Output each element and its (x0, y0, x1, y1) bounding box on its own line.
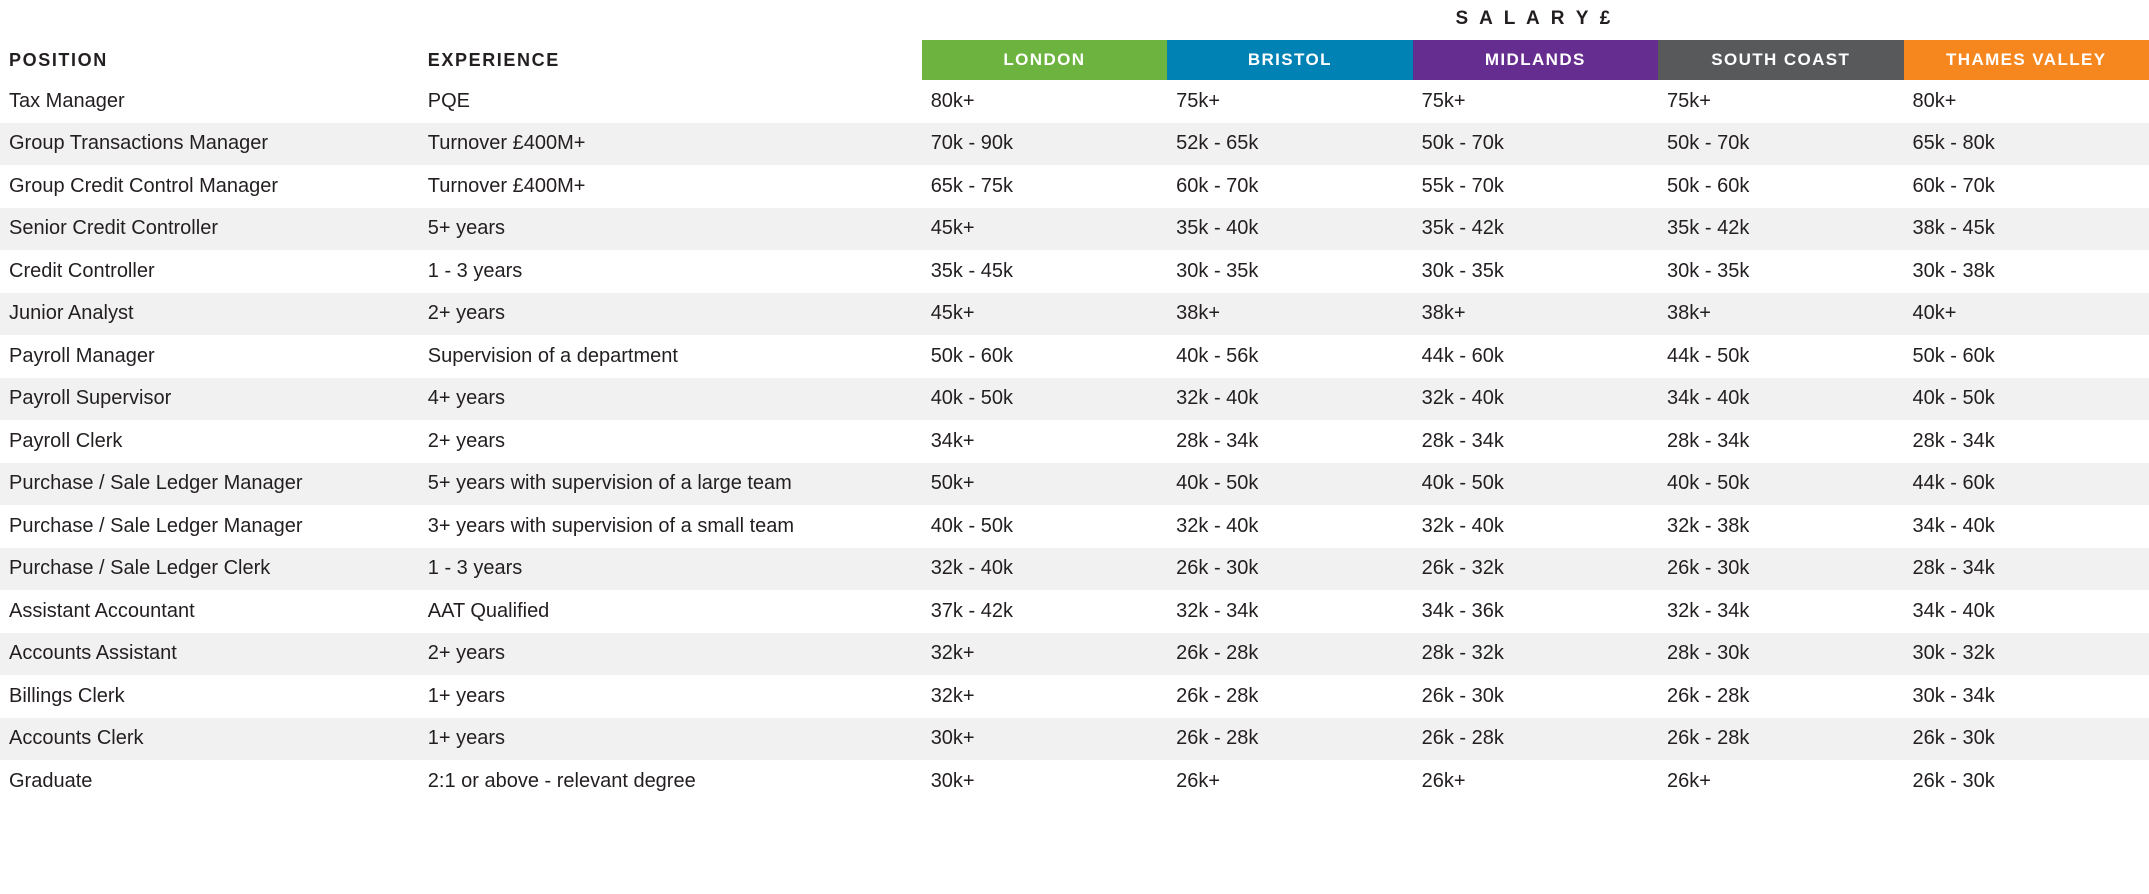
cell-salary: 52k - 65k (1167, 123, 1412, 166)
cell-position: Junior Analyst (0, 293, 419, 336)
cell-salary: 35k - 42k (1658, 208, 1903, 251)
cell-salary: 30k - 35k (1421, 259, 1504, 282)
cell-salary: 35k - 40k (1167, 208, 1412, 251)
cell-salary: 34k - 36k (1421, 599, 1504, 622)
cell-experience: Turnover £400M+ (419, 123, 922, 166)
table-row (0, 293, 2149, 336)
cell-salary: 80k+ (930, 89, 975, 112)
cell-position: Billings Clerk (9, 684, 125, 707)
cell-experience: 3+ years with supervision of a small team (427, 514, 795, 537)
cell-salary: 30k - 34k (1912, 684, 1995, 707)
cell-salary: 34k - 40k (1912, 599, 1995, 622)
cell-salary: 40k - 50k (1904, 378, 2149, 421)
cell-salary: 34k - 40k (1912, 514, 1995, 537)
cell-position: Purchase / Sale Ledger Manager (9, 514, 303, 537)
cell-position: Purchase / Sale Ledger Manager (0, 463, 419, 506)
cell-salary: 26k - 30k (1912, 769, 1995, 792)
cell-experience: 2+ years (419, 633, 922, 676)
cell-salary: 38k+ (1658, 293, 1903, 336)
cell-position: Credit Controller (9, 259, 155, 282)
cell-position: Group Credit Control Manager (9, 174, 279, 197)
cell-position: Payroll Clerk (9, 429, 123, 452)
cell-salary: 40k - 50k (930, 514, 1013, 537)
cell-salary: 28k - 34k (1421, 429, 1504, 452)
table-row (0, 675, 2149, 718)
cell-salary: 75k+ (1421, 89, 1466, 112)
cell-salary: 32k+ (922, 633, 1167, 676)
cell-salary: 32k - 34k (1667, 599, 1750, 622)
cell-salary: 32k - 40k (1176, 514, 1259, 537)
cell-salary: 28k - 34k (1667, 429, 1750, 452)
column-header-position: POSITION (9, 49, 108, 70)
cell-salary: 45k+ (922, 293, 1167, 336)
cell-experience: 1+ years (427, 684, 506, 707)
cell-salary: 26k+ (1667, 769, 1711, 792)
cell-salary: 40k+ (1904, 293, 2149, 336)
cell-salary: 44k - 60k (1904, 463, 2149, 506)
table-body (0, 80, 2149, 803)
cell-salary: 32k+ (930, 684, 975, 707)
cell-salary: 30k+ (930, 769, 975, 792)
cell-salary: 34k+ (930, 429, 975, 452)
cell-salary: 32k - 40k (1421, 514, 1504, 537)
cell-salary: 28k - 34k (1912, 429, 1995, 452)
cell-position: Graduate (9, 769, 93, 792)
cell-salary: 28k - 30k (1658, 633, 1903, 676)
header-row (0, 40, 2149, 80)
table-row (0, 718, 2149, 761)
cell-salary: 35k - 45k (930, 259, 1013, 282)
cell-salary: 45k+ (922, 208, 1167, 251)
cell-salary: 38k+ (1167, 293, 1412, 336)
cell-salary: 70k - 90k (922, 123, 1167, 166)
cell-position: Accounts Clerk (0, 718, 419, 761)
table-row (0, 760, 2149, 803)
cell-salary: 32k - 38k (1667, 514, 1750, 537)
cell-salary: 60k - 70k (1912, 174, 1995, 197)
cell-position: Senior Credit Controller (0, 208, 419, 251)
cell-salary: 44k - 50k (1667, 344, 1750, 367)
column-header-bristol: BRISTOL (1167, 40, 1412, 80)
cell-salary: 26k - 30k (1167, 548, 1412, 591)
cell-experience: Turnover £400M+ (427, 174, 586, 197)
table-row (0, 505, 2149, 548)
cell-salary: 30k - 38k (1912, 259, 1995, 282)
table-row (0, 165, 2149, 208)
table-row (0, 633, 2149, 676)
cell-salary: 30k - 32k (1904, 633, 2149, 676)
cell-salary: 26k - 32k (1413, 548, 1658, 591)
cell-position: Payroll Supervisor (0, 378, 419, 421)
cell-position: Assistant Accountant (9, 599, 195, 622)
cell-salary: 32k - 40k (1167, 378, 1412, 421)
table-row (0, 208, 2149, 251)
table-row (0, 378, 2149, 421)
column-header-thames-valley: THAMES VALLEY (1904, 40, 2149, 80)
cell-salary: 40k - 50k (1413, 463, 1658, 506)
cell-salary: 30k - 35k (1667, 259, 1750, 282)
cell-position: Payroll Manager (9, 344, 155, 367)
cell-salary: 50k - 60k (1667, 174, 1750, 197)
table-row (0, 548, 2149, 591)
cell-salary: 28k - 34k (1176, 429, 1259, 452)
cell-position: Accounts Assistant (0, 633, 419, 676)
cell-experience: 5+ years (419, 208, 922, 251)
cell-experience: 2+ years (427, 429, 506, 452)
cell-salary: 37k - 42k (930, 599, 1013, 622)
cell-salary: 75k+ (1176, 89, 1221, 112)
cell-salary: 26k - 30k (1904, 718, 2149, 761)
cell-experience: AAT Qualified (427, 599, 550, 622)
cell-position: Tax Manager (9, 89, 125, 112)
cell-salary: 80k+ (1912, 89, 1957, 112)
cell-salary: 26k - 28k (1658, 718, 1903, 761)
cell-experience: PQE (427, 89, 471, 112)
cell-salary: 26k+ (1176, 769, 1221, 792)
cell-salary: 30k - 35k (1176, 259, 1259, 282)
table-row (0, 80, 2149, 123)
table-row (0, 250, 2149, 293)
salary-heading: S A L A R Y £ (1455, 8, 1614, 29)
cell-salary: 40k - 50k (1167, 463, 1412, 506)
cell-salary: 34k - 40k (1658, 378, 1903, 421)
cell-experience: 4+ years (419, 378, 922, 421)
cell-experience: 1 - 3 years (419, 548, 922, 591)
cell-salary: 50k - 70k (1413, 123, 1658, 166)
cell-salary: 26k - 28k (1176, 684, 1259, 707)
table-row (0, 463, 2149, 506)
cell-experience: 1+ years (419, 718, 922, 761)
cell-salary: 30k+ (922, 718, 1167, 761)
cell-salary: 65k - 75k (930, 174, 1013, 197)
cell-salary: 28k - 34k (1904, 548, 2149, 591)
cell-experience: Supervision of a department (427, 344, 678, 367)
table-row (0, 123, 2149, 166)
cell-salary: 38k+ (1413, 293, 1658, 336)
cell-salary: 35k - 42k (1413, 208, 1658, 251)
cell-salary: 26k - 28k (1167, 718, 1412, 761)
cell-salary: 32k - 34k (1176, 599, 1259, 622)
cell-salary: 26k - 28k (1413, 718, 1658, 761)
cell-salary: 32k - 40k (922, 548, 1167, 591)
table-row (0, 590, 2149, 633)
cell-salary: 50k - 60k (930, 344, 1013, 367)
cell-salary: 26k - 30k (1421, 684, 1504, 707)
cell-salary: 26k - 28k (1667, 684, 1750, 707)
cell-salary: 26k - 28k (1167, 633, 1412, 676)
cell-salary: 44k - 60k (1421, 344, 1504, 367)
column-header-south-coast: SOUTH COAST (1658, 40, 1903, 80)
cell-salary: 28k - 32k (1413, 633, 1658, 676)
cell-position: Group Transactions Manager (0, 123, 419, 166)
cell-salary: 40k - 50k (922, 378, 1167, 421)
column-header-london: LONDON (922, 40, 1167, 80)
column-header-midlands: MIDLANDS (1413, 40, 1658, 80)
cell-salary: 60k - 70k (1176, 174, 1259, 197)
cell-salary: 26k+ (1421, 769, 1466, 792)
table-row (0, 420, 2149, 463)
cell-salary: 50k - 70k (1658, 123, 1903, 166)
cell-experience: 1 - 3 years (427, 259, 523, 282)
table-header (0, 40, 2149, 80)
cell-salary: 65k - 80k (1904, 123, 2149, 166)
cell-salary: 32k - 40k (1413, 378, 1658, 421)
cell-experience: 5+ years with supervision of a large team (419, 463, 922, 506)
cell-experience: 2+ years (419, 293, 922, 336)
cell-salary: 50k+ (922, 463, 1167, 506)
cell-salary: 38k - 45k (1904, 208, 2149, 251)
cell-salary: 55k - 70k (1421, 174, 1504, 197)
salary-table (0, 40, 2149, 803)
cell-salary: 75k+ (1667, 89, 1711, 112)
table-row (0, 335, 2149, 378)
cell-salary: 26k - 30k (1658, 548, 1903, 591)
cell-salary: 50k - 60k (1912, 344, 1995, 367)
cell-salary: 40k - 56k (1176, 344, 1259, 367)
cell-experience: 2:1 or above - relevant degree (427, 769, 696, 792)
cell-position: Purchase / Sale Ledger Clerk (0, 548, 419, 591)
cell-salary: 40k - 50k (1658, 463, 1903, 506)
column-header-experience: EXPERIENCE (427, 49, 560, 70)
